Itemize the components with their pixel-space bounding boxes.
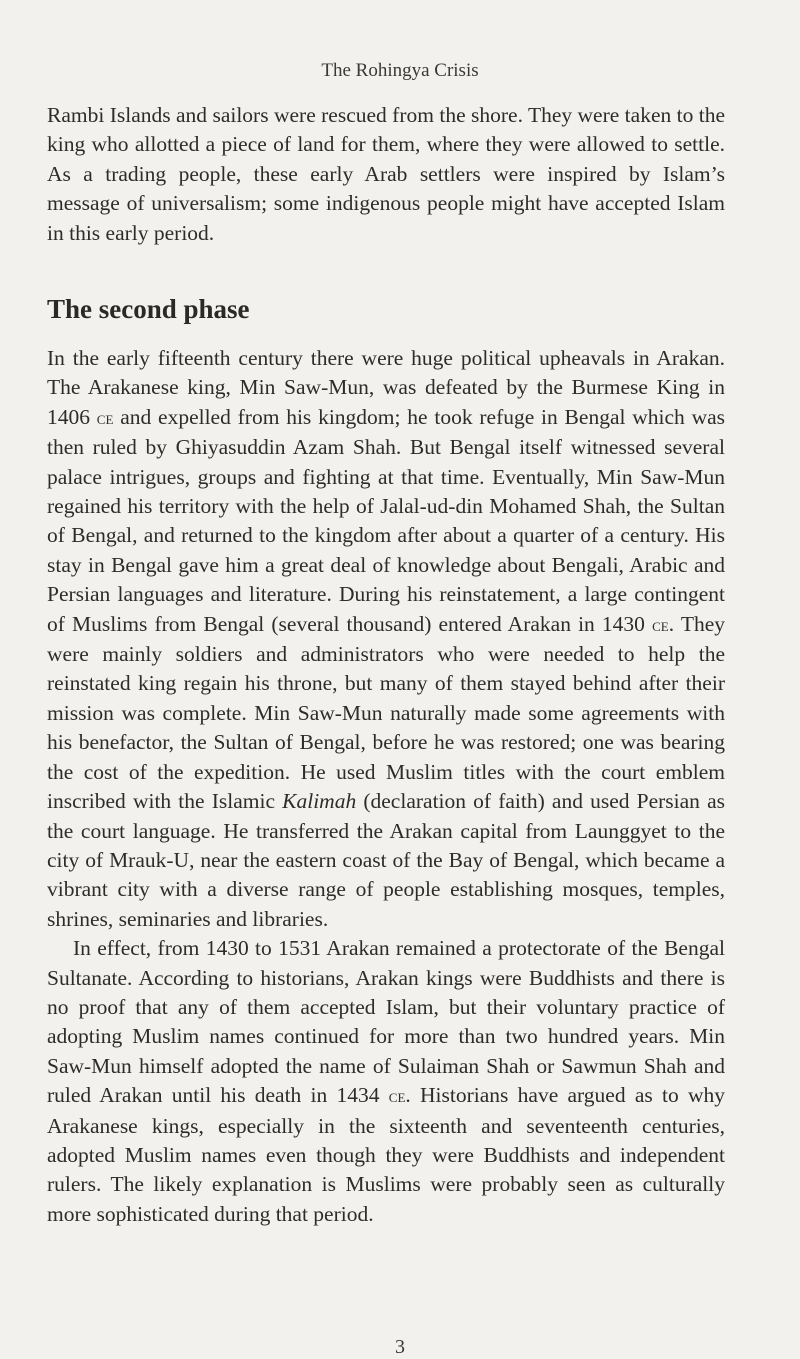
era-label: ce [388, 1086, 406, 1108]
paragraph-second-phase [47, 344, 725, 934]
era-label: ce [652, 614, 669, 636]
running-head: The Rohingya Crisis [321, 60, 479, 81]
text-run: . Historians have argued as to why Arakanese kings, especially in the sixteenth and seventeenth centuries, adopted Muslim names even though they were Buddhists and independent rulers. The likely explanation is Muslims were probably seen as culturally more sophisticated during that period. [47, 1083, 725, 1226]
era-label: ce [96, 407, 114, 429]
paragraph-intro: Rambi Islands and sailors were rescued from the shore. They were taken to the king who allotted a piece of land for them, where they were allowed to settle. As a trading people, these early Arab settlers were inspired by Islam’s message of universalism; some indigenous people might have accepted Islam in this early period. [47, 103, 725, 245]
text-run: In the early fifteenth century there were huge political upheavals in Arakan. The Arakanese king, Min Saw-Mun, was defeated by the Burmese King in 1406 [47, 346, 725, 429]
section-body [47, 344, 725, 1229]
text-run: In effect, from 1430 to 1531 Arakan remained a protectorate of the Bengal Sultanate. According to historians, Arakan kings were Buddhists and there is no proof that any of them accepted Islam, but their voluntary practice of adopting Muslim names continued for more than two hundred years. Min Saw-Mun himself adopted the name of Sulaiman Shah or Sawmun Shah and ruled Arakan until his death in 1434 [47, 936, 725, 1108]
text-run: . They were mainly soldiers and administrators who were needed to help the reinstated king regain his throne, but many of them stayed behind after their mission was complete. Min Saw-Mun naturally made some agreements with his benefactor, the Sultan of Bengal, before he was restored; one was bearing the cost of the expedition. He used Muslim titles with the court emblem inscribed with the Islamic [47, 611, 725, 814]
paragraph-protectorate [47, 934, 725, 1229]
page-number: 3 [395, 1336, 405, 1358]
text-run: and expelled from his kingdom; he took refuge in Bengal which was then ruled by Ghiyasuddin Azam Shah. But Bengal itself witnessed several palace intrigues, groups and fighting at that time. Eventually, Min Saw-Mun regained his territory with the help of Jalal-ud-din Mohamed Shah, the Sultan of Bengal, and returned to the kingdom after about a quarter of a century. His stay in Bengal gave him a great deal of knowledge about Bengali, Arabic and Persian languages and literature. During his reinstatement, a large contingent of Muslims from Bengal (several thousand) entered Arakan in 1430 [47, 404, 726, 636]
kalimah-term: Kalimah [282, 789, 357, 814]
text-run: (declaration of faith) and used Persian as the court language. He transferred the Arakan capital from Launggyet to the city of Mrauk-U, near the eastern coast of the Bay of Bengal, which became a vibrant city with a diverse range of people establishing mosques, temples, shrines, seminaries and libraries. [47, 789, 725, 931]
section-heading: The second phase [47, 294, 250, 324]
